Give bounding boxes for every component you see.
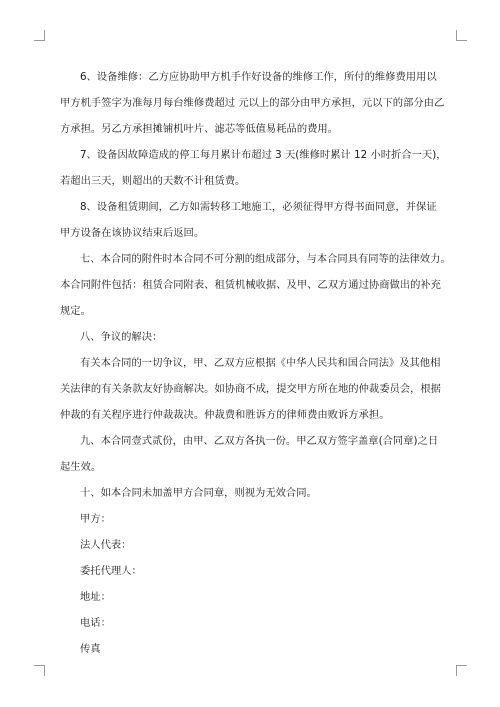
address-label: 地址： (80, 591, 111, 603)
crop-mark-bottom-right (456, 665, 467, 676)
clause-6-paragraph (60, 64, 445, 142)
text-line: 8、设备租赁期间，乙方如需转移工地施工，必须征得甲方得书面同意，并保证 (80, 201, 437, 213)
document-body (60, 64, 451, 662)
party-a-label: 甲方： (80, 513, 111, 525)
text-line: 甲方机手签字为准每月每台维修费超过 元以上的部分由甲方承担，元以下的部分由乙 (60, 97, 445, 109)
legal-rep-label: 法人代表： (80, 539, 132, 551)
crop-mark-bottom-left (34, 665, 45, 676)
clause-seven-paragraph (60, 246, 451, 324)
clause-ten-paragraph (60, 480, 442, 506)
clause-nine-paragraph (60, 428, 442, 480)
text-line: 甲方设备在该协议结束后返回。 (60, 227, 205, 239)
clause-eight-body (60, 350, 442, 428)
text-line: 6、设备维修：乙方应协助甲方机手作好设备的维修工作，所付的维修费用用以 (80, 71, 437, 83)
text-line: 仲裁的有关程序进行仲裁裁决。仲裁费和胜诉方的律师费由败诉方承担。 (60, 409, 390, 421)
crop-mark-top-right (456, 30, 467, 41)
agent-label: 委托代理人： (80, 565, 142, 577)
text-line: 七、本合同的附件时本合同不可分割的组成部分，与本合同具有同等的法律效力。 (80, 253, 451, 265)
clause-8-paragraph (60, 194, 442, 246)
fax-label: 传真 (80, 643, 101, 655)
text-line: 八、争议的解决： (80, 331, 163, 343)
text-line: 关法律的有关条款友好协商解决。如协商不成，提交甲方所在地的仲裁委员会，根据 (60, 383, 441, 395)
clause-eight-heading (60, 324, 442, 350)
text-line: 十、如本合同未加盖甲方合同章，则视为无效合同。 (80, 487, 317, 499)
clause-7-paragraph (60, 142, 447, 194)
text-line: 九、本合同壹式贰份，由甲、乙双方各执一份。甲乙双方签字盖章(合同章)之日 (80, 435, 439, 447)
text-line: 起生效。 (60, 461, 102, 473)
text-line: 方承担。另乙方承担摊铺机叶片、滤芯等低值易耗品的费用。 (60, 123, 339, 135)
text-line: 规定。 (60, 305, 91, 317)
text-line: 有关本合同的一切争议，甲、乙双方应根据《中华人民共和国合同法》及其他相 (80, 357, 441, 369)
text-line: 本合同附件包括：租赁合同附表、租赁机械收据、及甲、乙双方通过协商做出的补充 (60, 279, 441, 291)
text-line: 若超出三天，则超出的天数不计租赁费。 (60, 175, 246, 187)
phone-label: 电话： (80, 617, 111, 629)
crop-mark-top-left (34, 30, 45, 41)
text-line: 7、设备因故障造成的停工每月累计布超过 3 天(维修时累计 12 小时折合一天)， (80, 149, 447, 161)
